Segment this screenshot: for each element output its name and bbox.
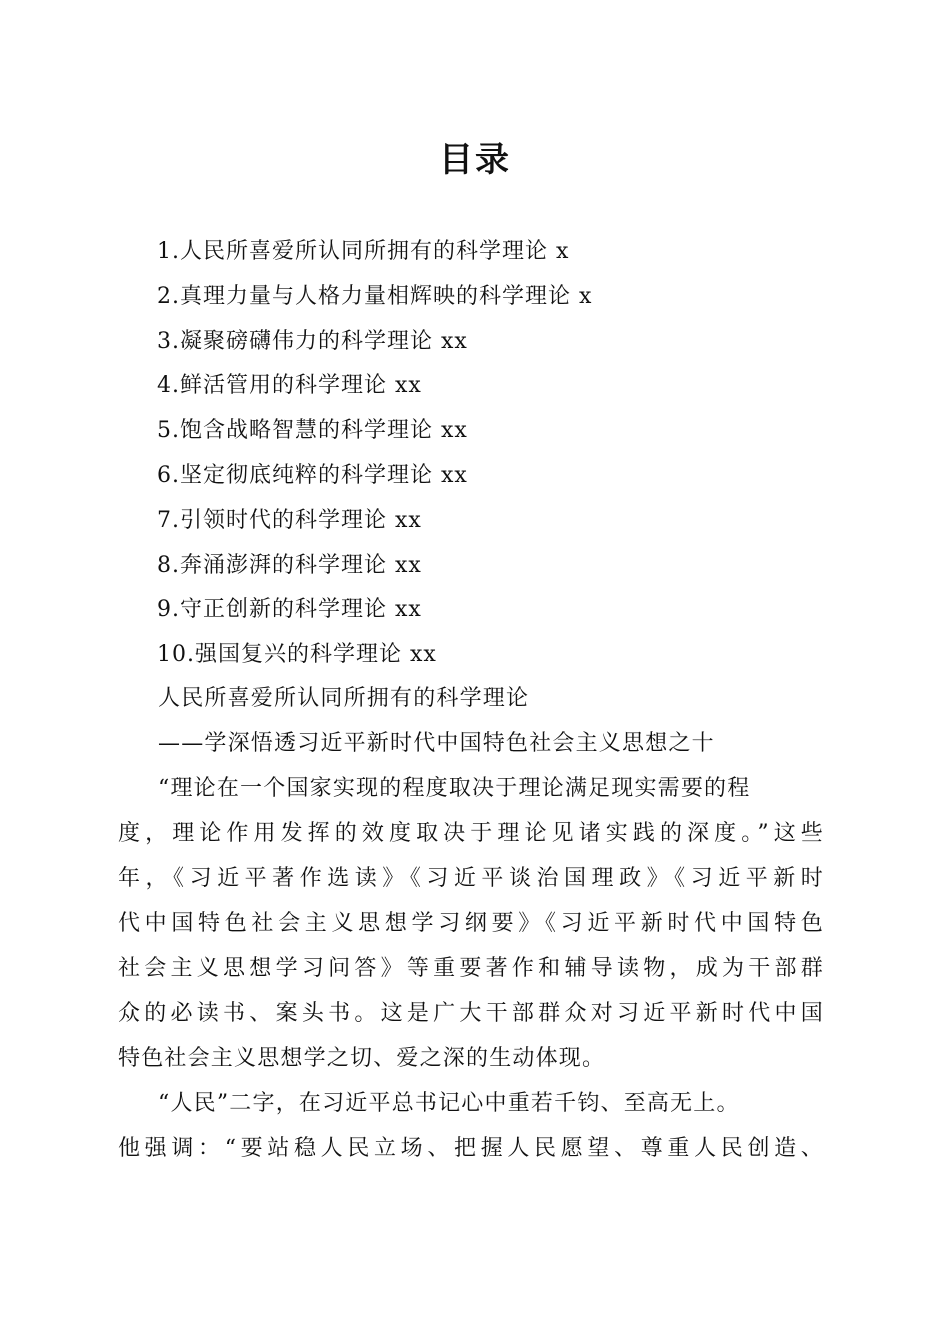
paragraph-line: 年，《习近平著作选读》《习近平谈治国理政》《习近平新时 — [118, 866, 824, 891]
paragraph-line: 度，理论作用发挥的效度取决于理论见诸实践的深度。”这些 — [118, 821, 824, 846]
article-subtitle: ——学深悟透习近平新时代中国特色社会主义思想之十 — [158, 731, 715, 756]
toc-item[interactable]: 4.鲜活管用的科学理论 xx — [157, 373, 422, 399]
paragraph-line: “理论在一个国家实现的程度取决于理论满足现实需要的程 — [158, 776, 751, 801]
toc-item[interactable]: 1.人民所喜爱所认同所拥有的科学理论 x — [157, 239, 570, 264]
toc-item[interactable]: 9.守正创新的科学理论 xx — [157, 597, 422, 623]
toc-item[interactable]: 7.引领时代的科学理论 xx — [157, 507, 422, 533]
article-body — [118, 676, 824, 1171]
paragraph-line: 众的必读书、案头书。这是广大干部群众对习近平新时代中国 — [118, 1001, 824, 1026]
toc-item[interactable]: 3.凝聚磅礴伟力的科学理论 xx — [157, 328, 468, 354]
paragraph-line: 他强调：“要站稳人民立场、把握人民愿望、尊重人民创造、 — [118, 1136, 824, 1161]
paragraph-line: 代中国特色社会主义思想学习纲要》《习近平新时代中国特色 — [118, 911, 824, 936]
paragraph-2 — [118, 1081, 824, 1171]
document-title: 目录 — [439, 140, 511, 180]
toc-item[interactable]: 2.真理力量与人格力量相辉映的科学理论 x — [157, 283, 593, 309]
paragraph-line: “人民”二字，在习近平总书记心中重若千钧、至高无上。 — [158, 1091, 740, 1116]
toc-item[interactable]: 8.奔涌澎湃的科学理论 xx — [157, 552, 422, 578]
paragraph-line: 社会主义思想学习问答》等重要著作和辅导读物，成为干部群 — [118, 956, 824, 981]
table-of-contents — [157, 230, 592, 678]
article-title: 人民所喜爱所认同所拥有的科学理论 — [158, 686, 530, 711]
toc-item[interactable]: 6.坚定彻底纯粹的科学理论 xx — [157, 462, 468, 488]
toc-item[interactable]: 5.饱含战略智慧的科学理论 xx — [157, 418, 468, 444]
toc-item[interactable]: 10.强国复兴的科学理论 xx — [157, 642, 437, 668]
paragraph-1 — [118, 766, 824, 1081]
paragraph-line: 特色社会主义思想学之切、爱之深的生动体现。 — [118, 1046, 606, 1071]
